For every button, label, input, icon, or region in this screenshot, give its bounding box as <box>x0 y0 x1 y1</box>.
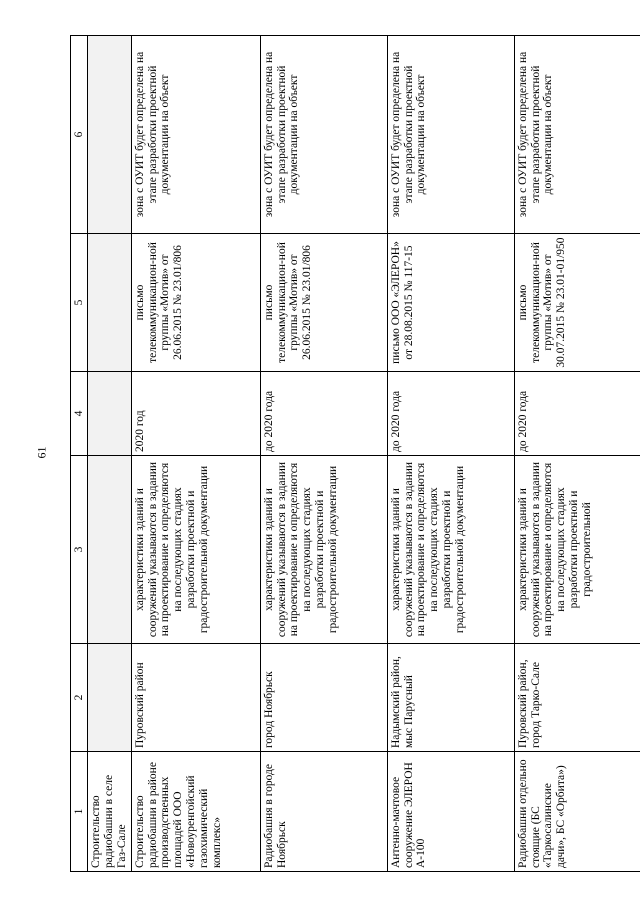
object-term: до 2020 года <box>260 372 387 456</box>
object-characteristics: характеристики зданий и сооружений указываются в задании на проектирование и определяются на последующих стадиях разработки проектной и градостроительной документации <box>260 456 387 644</box>
table-row <box>131 36 260 872</box>
column-number: 3 <box>71 456 88 644</box>
object-basis: письмо ООО «ЭЛЕРОН» от 28.08.2015 № 117-15 <box>387 234 514 372</box>
column-number: 6 <box>71 36 88 234</box>
object-term: до 2020 года <box>514 372 640 456</box>
empty-cell <box>88 36 132 234</box>
table-row <box>260 36 387 872</box>
object-basis: письмо телекоммуникацион-ной группы «Мотив» от 26.06.2015 № 23.01/806 <box>131 234 260 372</box>
object-term: 2020 год <box>131 372 260 456</box>
object-zone: зона с ОУИТ будет определена на этапе разработки проектной документации на объект <box>387 36 514 234</box>
object-term: до 2020 года <box>387 372 514 456</box>
rotated-table-container <box>70 36 608 872</box>
object-zone: зона с ОУИТ будет определена на этапе разработки проектной документации на объект <box>131 36 260 234</box>
object-characteristics: характеристики зданий и сооружений указываются в задании на проектирование и определяются на последующих стадиях разработки проектной и градостроительной <box>514 456 640 644</box>
object-name: Радиобашня в городе Ноябрьск <box>260 752 387 872</box>
table-row <box>387 36 514 872</box>
group-title: Строительство радиобашни в селе Газ-Сале <box>88 752 132 872</box>
object-characteristics: характеристики зданий и сооружений указываются в задании на проектирование и определяются на последующих стадиях разработки проектной и градостроительной документации <box>387 456 514 644</box>
object-location: город Ноябрьск <box>260 644 387 752</box>
page-number: 61 <box>34 446 49 459</box>
object-basis: письмо телекоммуникацион-ной группы «Мотив» от 30.07.2015 № 23.01-01/950 <box>514 234 640 372</box>
objects-table <box>70 35 640 872</box>
object-location: Пуровский район <box>131 644 260 752</box>
empty-cell <box>88 644 132 752</box>
column-number: 2 <box>71 644 88 752</box>
object-characteristics: характеристики зданий и сооружений указываются в задании на проектирование и определяются на последующих стадиях разработки проектной и градостроительной документации <box>131 456 260 644</box>
empty-cell <box>88 456 132 644</box>
object-location: Пуровский район, город Тарко-Сале <box>514 644 640 752</box>
object-name: Строительство радиобашни в районе производственных площадей ООО «Новоуренгойский газохимический комплекс» <box>131 752 260 872</box>
column-number: 5 <box>71 234 88 372</box>
empty-cell <box>88 234 132 372</box>
column-number: 4 <box>71 372 88 456</box>
group-row <box>88 36 132 872</box>
column-number: 1 <box>71 752 88 872</box>
empty-cell <box>88 372 132 456</box>
table-row <box>514 36 640 872</box>
table-header-row <box>71 36 88 872</box>
object-location: Надымский район, мыс Парусный <box>387 644 514 752</box>
object-name: Антенно-мачтовое сооружение ЭЛЕРОН А-100 <box>387 752 514 872</box>
object-name: Радиобашни отдельно стоящие (БС «Таркосалинские дачи», БС «Орбита») <box>514 752 640 872</box>
object-zone: зона с ОУИТ будет определена на этапе разработки проектной документации на объект <box>514 36 640 234</box>
object-zone: зона с ОУИТ будет определена на этапе разработки проектной документации на объект <box>260 36 387 234</box>
object-basis: письмо телекоммуникацион-ной группы «Мотив» от 26.06.2015 № 23.01/806 <box>260 234 387 372</box>
